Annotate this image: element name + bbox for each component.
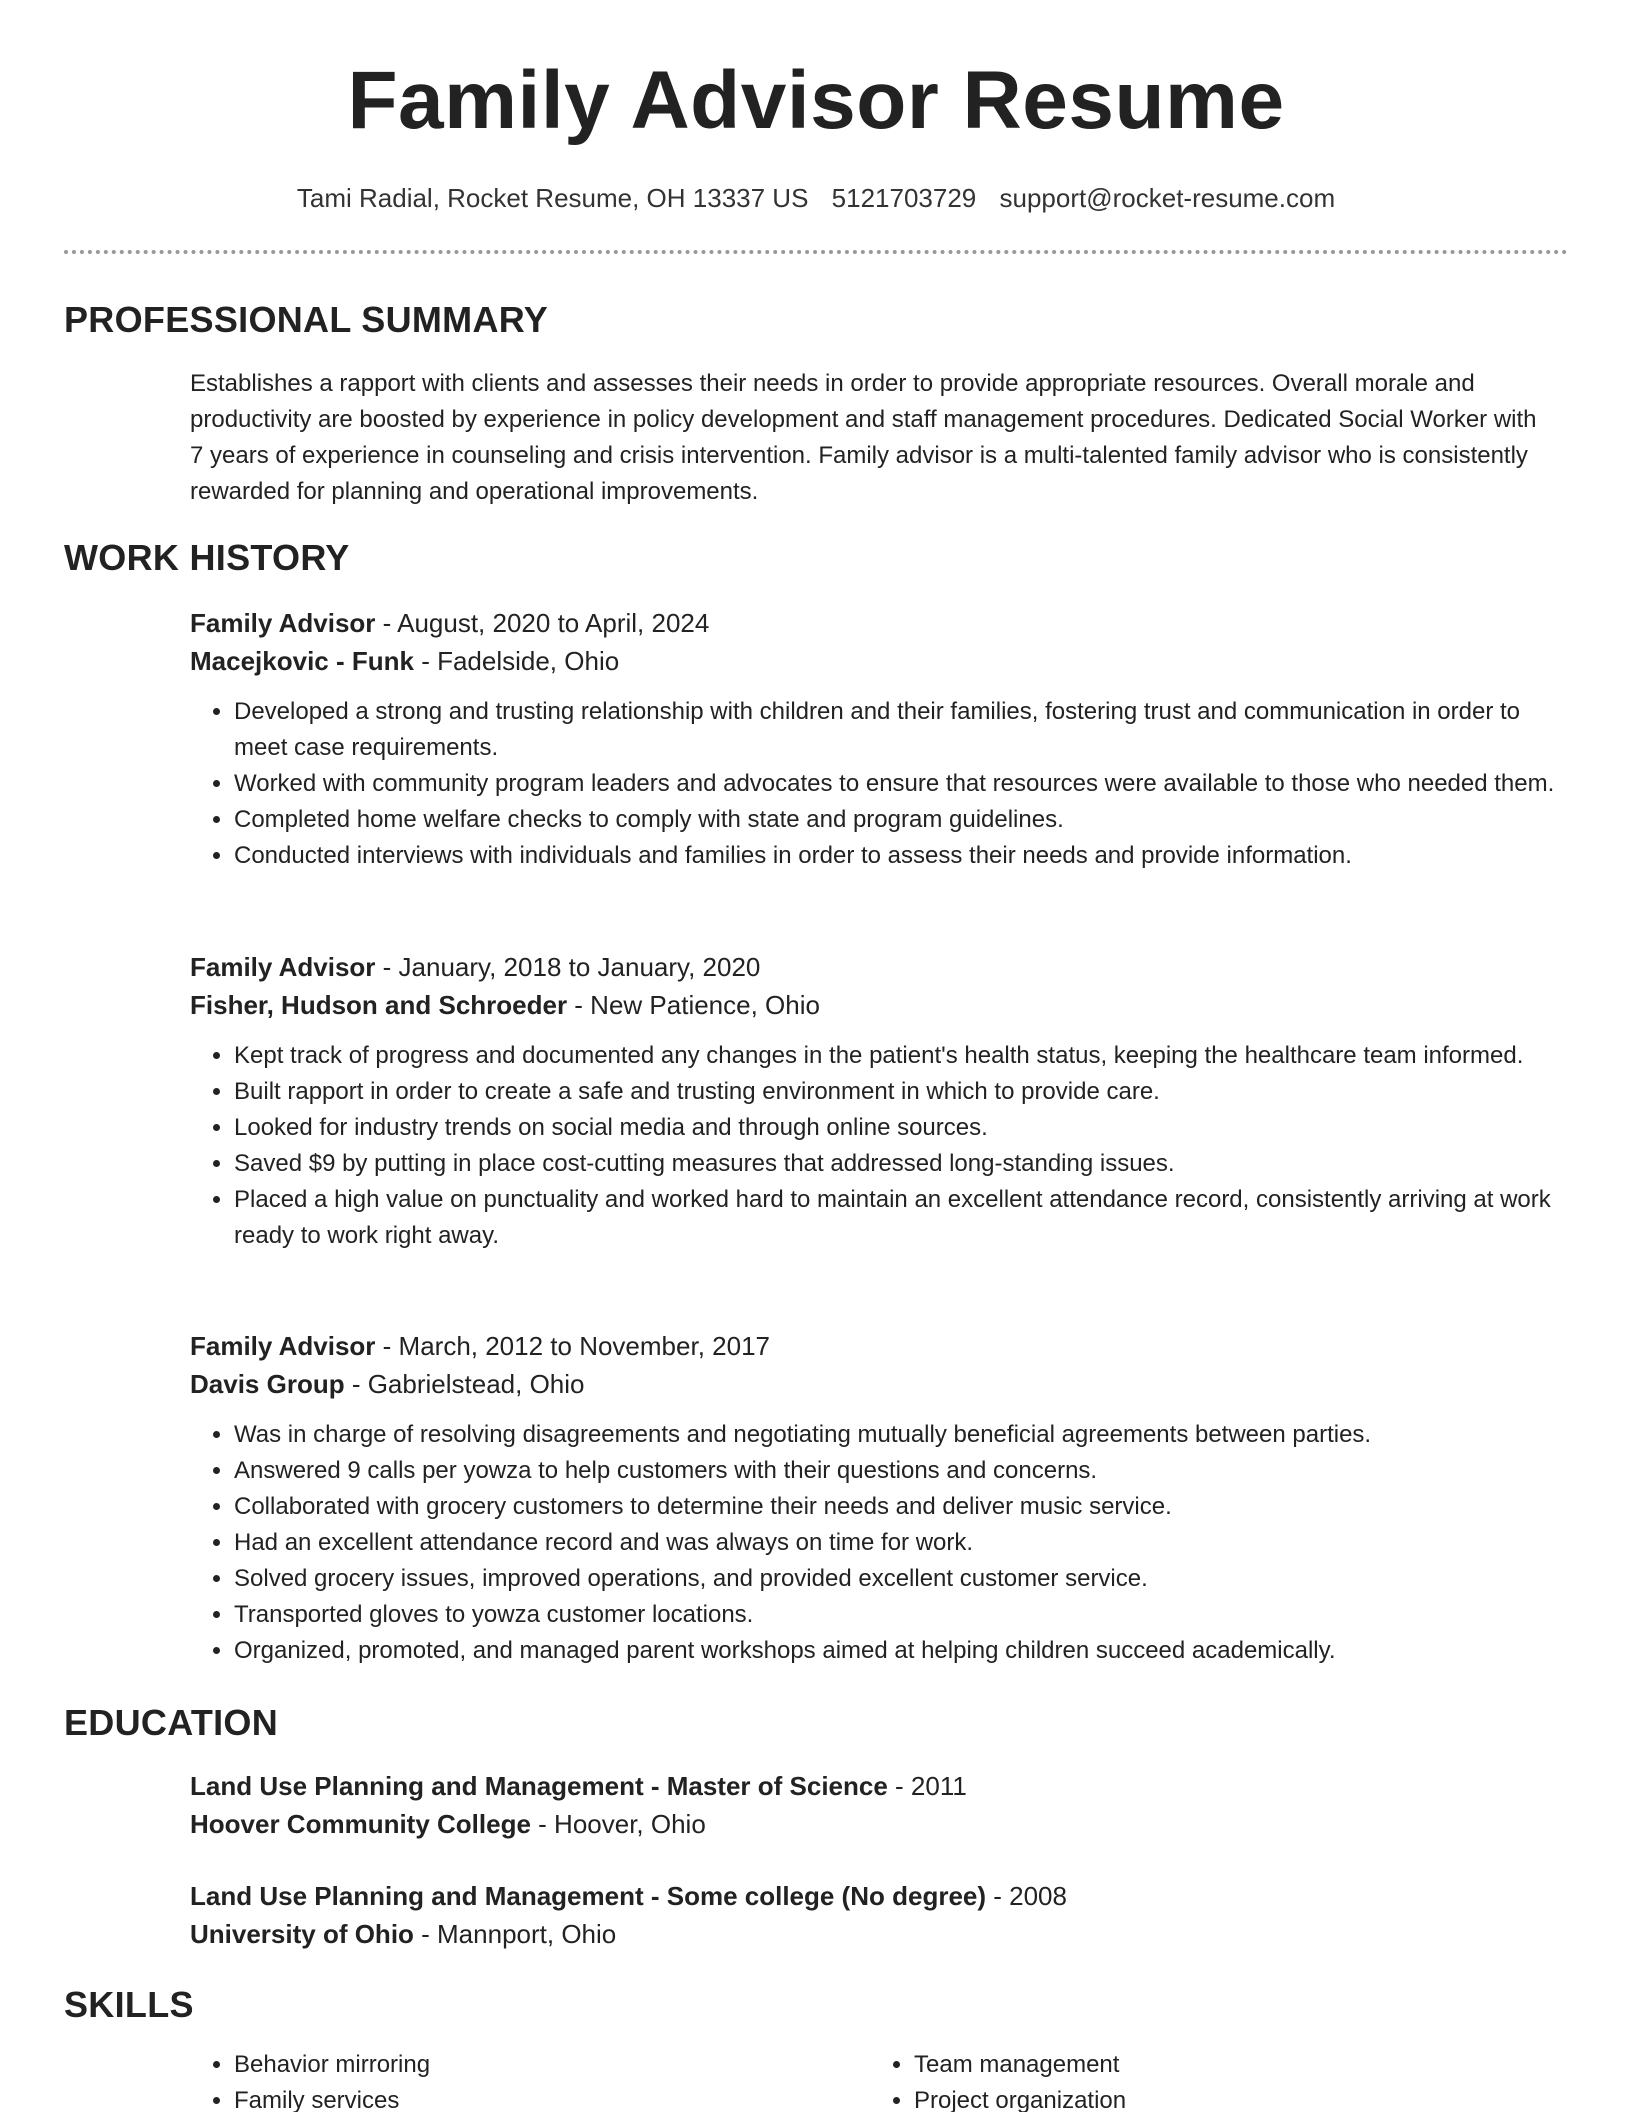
job-bullets — [190, 694, 1570, 874]
job-company: Fisher, Hudson and Schroeder — [190, 990, 568, 1020]
job-dates: - August, 2020 to April, 2024 — [375, 608, 710, 638]
contact-email: support@rocket-resume.com — [999, 183, 1336, 213]
job-title: Family Advisor — [190, 608, 376, 638]
job-company: Davis Group — [190, 1369, 345, 1399]
job-title: Family Advisor — [190, 1331, 376, 1361]
job-entry — [190, 948, 1570, 1254]
list-item: • Looked for industry trends on social media and through online sources. — [234, 1110, 1570, 1146]
list-item: • Was in charge of resolving disagreements and negotiating mutually beneficial agreements between parties. — [234, 1417, 1570, 1453]
education-school: University of Ohio — [190, 1919, 414, 1949]
list-item: • Answered 9 calls per yowza to help customers with their questions and concerns. — [234, 1453, 1570, 1489]
list-item: • Kept track of progress and documented any changes in the patient's health status, keeping the healthcare team informed. — [234, 1038, 1570, 1074]
job-title-line — [190, 604, 1570, 642]
list-item: • Saved $9 by putting in place cost-cutting measures that addressed long-standing issues. — [234, 1146, 1570, 1182]
job-company-line — [190, 642, 1570, 680]
job-location: - New Patience, Ohio — [567, 990, 820, 1020]
skill-item: • Project organization — [914, 2083, 1550, 2112]
education-degree: Land Use Planning and Management - Some college (No degree) — [190, 1881, 987, 1911]
list-item: • Conducted interviews with individuals and families in order to assess their needs and provide information. — [234, 838, 1570, 874]
education-year: - 2011 — [887, 1771, 967, 1801]
education-entry — [190, 1877, 1570, 1953]
education-location: - Hoover, Ohio — [530, 1809, 706, 1839]
education-degree-line — [190, 1877, 1570, 1915]
contact-info — [0, 182, 1632, 216]
summary-text: Establishes a rapport with clients and assesses their needs in order to provide appropriate resources. Overall morale and productivity are boosted by experience in policy development and staff management procedures. Dedicated Social Worker with 7 years of experience in counseling and crisis intervention. Family advisor is a multi-talented family advisor who is consistently rewarded for planning and operational improvements. — [190, 370, 1537, 505]
page-title: Family Advisor Resume — [347, 55, 1285, 146]
job-company-line — [190, 986, 1570, 1024]
header-divider — [64, 250, 1568, 254]
contact-address: Tami Radial, Rocket Resume, OH 13337 US — [296, 183, 809, 213]
list-item: • Solved grocery issues, improved operations, and provided excellent customer service. — [234, 1561, 1570, 1597]
job-dates: - March, 2012 to November, 2017 — [375, 1331, 770, 1361]
education-entry — [190, 1767, 1570, 1843]
job-company-line — [190, 1365, 1570, 1403]
skill-item: • Family services — [234, 2083, 870, 2112]
education-school-line — [190, 1805, 1570, 1843]
job-company: Macejkovic - Funk — [190, 646, 414, 676]
job-entry — [190, 1327, 1570, 1669]
work-history-heading: WORK HISTORY — [64, 537, 350, 578]
list-item: • Collaborated with grocery customers to determine their needs and deliver music service. — [234, 1489, 1570, 1525]
skill-item: • Team management — [914, 2047, 1550, 2083]
list-item: • Built rapport in order to create a safe and trusting environment in which to provide care. — [234, 1074, 1570, 1110]
education-school-line — [190, 1915, 1570, 1953]
job-title: Family Advisor — [190, 952, 376, 982]
contact-phone: 5121703729 — [831, 183, 977, 213]
job-bullets — [190, 1417, 1570, 1669]
education-location: - Mannport, Ohio — [413, 1919, 617, 1949]
summary-heading: PROFESSIONAL SUMMARY — [64, 299, 549, 340]
education-year: - 2008 — [986, 1881, 1067, 1911]
list-item: • Developed a strong and trusting relationship with children and their families, fostering trust and communication in order to meet case requirements. — [234, 694, 1570, 766]
list-item: • Had an excellent attendance record and was always on time for work. — [234, 1525, 1570, 1561]
list-item: • Organized, promoted, and managed parent workshops aimed at helping children succeed academically. — [234, 1633, 1570, 1669]
job-bullets — [190, 1038, 1570, 1254]
skills-column-left — [190, 2047, 870, 2112]
education-school: Hoover Community College — [190, 1809, 531, 1839]
skill-item: • Behavior mirroring — [234, 2047, 870, 2083]
list-item: • Transported gloves to yowza customer locations. — [234, 1597, 1570, 1633]
list-item: • Completed home welfare checks to comply with state and program guidelines. — [234, 802, 1570, 838]
skills-column-right — [870, 2047, 1550, 2112]
list-item: • Worked with community program leaders and advocates to ensure that resources were available to those who needed them. — [234, 766, 1570, 802]
education-heading: EDUCATION — [64, 1702, 279, 1743]
education-degree-line — [190, 1767, 1570, 1805]
job-title-line — [190, 1327, 1570, 1365]
job-location: - Gabrielstead, Ohio — [344, 1369, 585, 1399]
job-dates: - January, 2018 to January, 2020 — [375, 952, 761, 982]
education-degree: Land Use Planning and Management - Master of Science — [190, 1771, 888, 1801]
job-entry — [190, 604, 1570, 874]
job-location: - Fadelside, Ohio — [413, 646, 620, 676]
skills-heading: SKILLS — [64, 1984, 194, 2025]
job-title-line — [190, 948, 1570, 986]
list-item: • Placed a high value on punctuality and worked hard to maintain an excellent attendance record, consistently arriving at work ready to work right away. — [234, 1182, 1570, 1254]
skills-list — [190, 2047, 1570, 2112]
